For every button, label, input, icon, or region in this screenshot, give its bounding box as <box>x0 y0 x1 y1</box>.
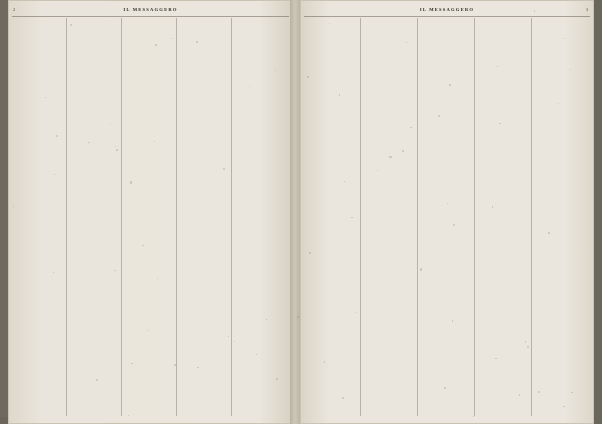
scan-speck <box>13 206 14 207</box>
left-column-1 <box>14 19 64 415</box>
right-col-rule-2 <box>417 18 418 416</box>
scan-speck <box>114 270 115 271</box>
scan-speck <box>56 135 58 137</box>
right-col-rule-4 <box>531 18 532 416</box>
left-head-rule <box>12 16 289 17</box>
right-folio: 3 <box>586 7 588 12</box>
scan-speck <box>499 123 501 125</box>
left-column-5 <box>234 19 287 415</box>
left-folio: 2 <box>13 7 15 12</box>
right-col-rule-1 <box>360 18 361 416</box>
left-column-4 <box>179 19 229 415</box>
left-masthead: IL MESSAGGERO <box>123 7 178 12</box>
left-column-2 <box>69 19 119 415</box>
scan-speck <box>344 181 345 182</box>
scan-speck <box>351 217 353 219</box>
scan-speck <box>449 84 451 86</box>
left-col-rule-2 <box>121 18 122 416</box>
scan-speck <box>116 149 118 151</box>
scan-speck <box>339 94 341 96</box>
right-head-rule <box>304 16 590 17</box>
scan-speck <box>297 316 299 318</box>
scan-speck <box>410 127 411 128</box>
scan-speck <box>88 142 89 143</box>
right-col-rule-3 <box>474 18 475 416</box>
scan-speck <box>54 174 55 175</box>
left-page <box>8 0 293 424</box>
scan-speck <box>420 268 422 270</box>
right-column-5 <box>534 19 588 415</box>
scan-speck <box>406 42 407 43</box>
scan-speck <box>130 181 132 183</box>
scan-speck <box>534 10 535 11</box>
right-column-3 <box>420 19 472 415</box>
scan-speck <box>147 330 148 331</box>
scan-speck <box>342 397 344 399</box>
left-col-rule-3 <box>176 18 177 416</box>
scan-speck <box>355 312 356 313</box>
left-col-rule-4 <box>231 18 232 416</box>
scan-speck <box>473 416 474 417</box>
scan-speck <box>154 141 155 142</box>
scan-speck <box>497 66 498 67</box>
left-col-rule-1 <box>66 18 67 416</box>
scan-speck <box>256 354 257 355</box>
scan-speck <box>452 320 454 322</box>
scan-speck <box>155 44 157 46</box>
right-column-4 <box>477 19 529 415</box>
scan-speck <box>402 150 404 152</box>
scan-right-edge <box>594 0 602 424</box>
scan-speck <box>266 319 267 320</box>
right-masthead: IL MESSAGGERO <box>419 7 475 12</box>
scan-speck <box>309 252 311 254</box>
scan-speck <box>115 146 116 147</box>
right-column-2 <box>363 19 415 415</box>
scan-left-edge <box>0 0 8 424</box>
right-page <box>300 0 594 424</box>
scan-speck <box>569 69 570 70</box>
scan-speck <box>196 41 198 43</box>
scan-speck <box>495 358 497 360</box>
scan-speck <box>53 272 54 273</box>
scan-speck <box>70 24 72 26</box>
left-column-3 <box>124 19 174 415</box>
scan-speck <box>329 23 330 24</box>
